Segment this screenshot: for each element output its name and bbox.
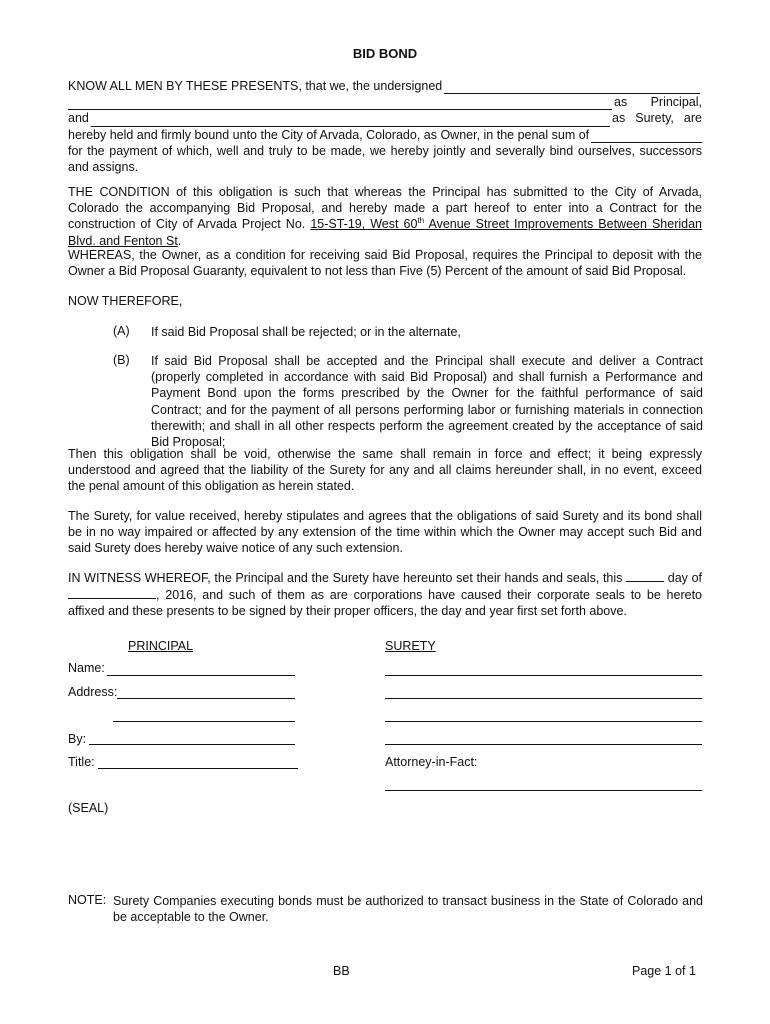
witness-rest-text: , 2016, and such of them as are corporations have caused their corporate seals to be hereto affixed and these presents to be signed by their proper officers, the day and year first set forth above. [68,588,702,619]
day-blank[interactable] [626,569,664,582]
paragraph-void-clause: Then this obligation shall be void, otherwise the same shall remain in force and effect; it being expressly understood and agreed that the liability of the Surety for any and all claims hereunder shall, in no event, exceed the penal amount of this obligation as herein stated. [68,447,702,494]
address-label: Address: [68,685,118,699]
document-title: BID BOND [352,46,418,61]
title-label: Title: [68,755,95,769]
principal-name-blank[interactable] [68,97,612,110]
note-label: NOTE: [68,893,107,907]
item-a-text: If said Bid Proposal shall be rejected; or in the alternate, [151,325,461,339]
paragraph-whereas: WHEREAS, the Owner, as a condition for receiving said Bid Proposal, requires the Principal to deposit with the Owner a Bid Proposal Guaranty, equivalent to not less than Five (5) Percent of the amount of said Bid Proposal. [68,248,702,279]
item-b-text: If said Bid Proposal shall be accepted and the Principal shall execute and deliver a Contract (properly completed in accordance with said Bid Proposal) and shall furnish a Performance and Payment Bond upon the forms prescribed by the Owner for the faithful performance of said Contract; and for the payment of all persons performing labor or furnishing materials in connection therewith; and shall in all other respects perform the agreement created by the acceptance of said Bid Proposal; [151,354,703,450]
paragraph-witness [68,569,702,620]
surety-line-4[interactable] [385,744,702,745]
by-label: By: [68,732,87,746]
principal-header: PRINCIPAL [128,639,194,653]
principal-title-line[interactable] [98,768,298,769]
undersigned-blank[interactable] [444,81,700,94]
principal-name-line[interactable] [107,675,295,676]
payment-text: for the payment of which, well and truly to be made, we hereby jointly and severally bind ourselves, successors and assigns. [68,143,702,175]
month-blank[interactable] [68,586,156,599]
attorney-in-fact-line[interactable] [385,790,702,791]
seal-label: (SEAL) [68,801,109,815]
project-name: 15-ST-19, West 60th Avenue Street Improvements Between Sheridan Blvd. and Fenton St [68,216,702,248]
intro-text: KNOW ALL MEN BY THESE PRESENTS, that we, the undersigned [68,79,443,93]
as-principal-text: as Principal, [614,95,702,110]
condition-text: THE CONDITION of this obligation is such that whereas the Principal has submitted to the City of Arvada, Colorado the accompanying Bid Proposal, and hereby made a part hereof to enter into a Contract for the construction of City of Arvada Project No. [68,185,702,232]
note-text: Surety Companies executing bonds must be authorized to transact business in the State of Colorado and be acceptable to the Owner. [113,894,703,925]
day-of-text: day of [667,571,703,585]
principal-address-line-2[interactable] [113,721,295,722]
principal-by-line[interactable] [89,744,295,745]
held-text: hereby held and firmly bound unto the City of Arvada, Colorado, as Owner, in the penal sum of [68,127,590,142]
name-label: Name: [68,661,105,675]
witness-text: IN WITNESS WHEREOF, the Principal and the Surety have hereunto set their hands and seals, this [68,571,623,585]
item-a-label: (A) [113,324,130,338]
attorney-in-fact-label: Attorney-in-Fact: [385,755,478,769]
paragraph-condition: THE CONDITION of this obligation is such that whereas the Principal has submitted to the City of Arvada, Colorado the accompanying Bid Proposal, and hereby made a part hereof to enter into a Contract for the construction of City of Arvada Project No. 15-ST-19, West 60th Avenue Street Improvements Between Sheridan Blvd. and Fenton St. [68,185,702,248]
paragraph-surety-stipulation: The Surety, for value received, hereby stipulates and agrees that the obligations of said Surety and its bond shall be in no way impaired or affected by any extension of the time within which the Owner may accept such Bid and said Surety does hereby waive notice of any such extension. [68,509,702,556]
page-number: Page 1 of 1 [632,964,696,978]
penal-sum-blank[interactable] [591,130,702,143]
surety-line-1[interactable] [385,675,702,676]
surety-line-2[interactable] [385,698,702,699]
paragraph-parties [68,78,702,175]
surety-header: SURETY [385,639,436,653]
surety-line-3[interactable] [385,721,702,722]
item-b-label: (B) [113,353,130,367]
surety-name-blank[interactable] [91,114,610,127]
and-text: and [68,111,89,126]
paragraph-now-therefore: NOW THEREFORE, [68,294,183,308]
footer-code: BB [333,964,350,978]
principal-address-line-1[interactable] [117,698,295,699]
as-surety-text: as Surety, are [612,111,702,126]
